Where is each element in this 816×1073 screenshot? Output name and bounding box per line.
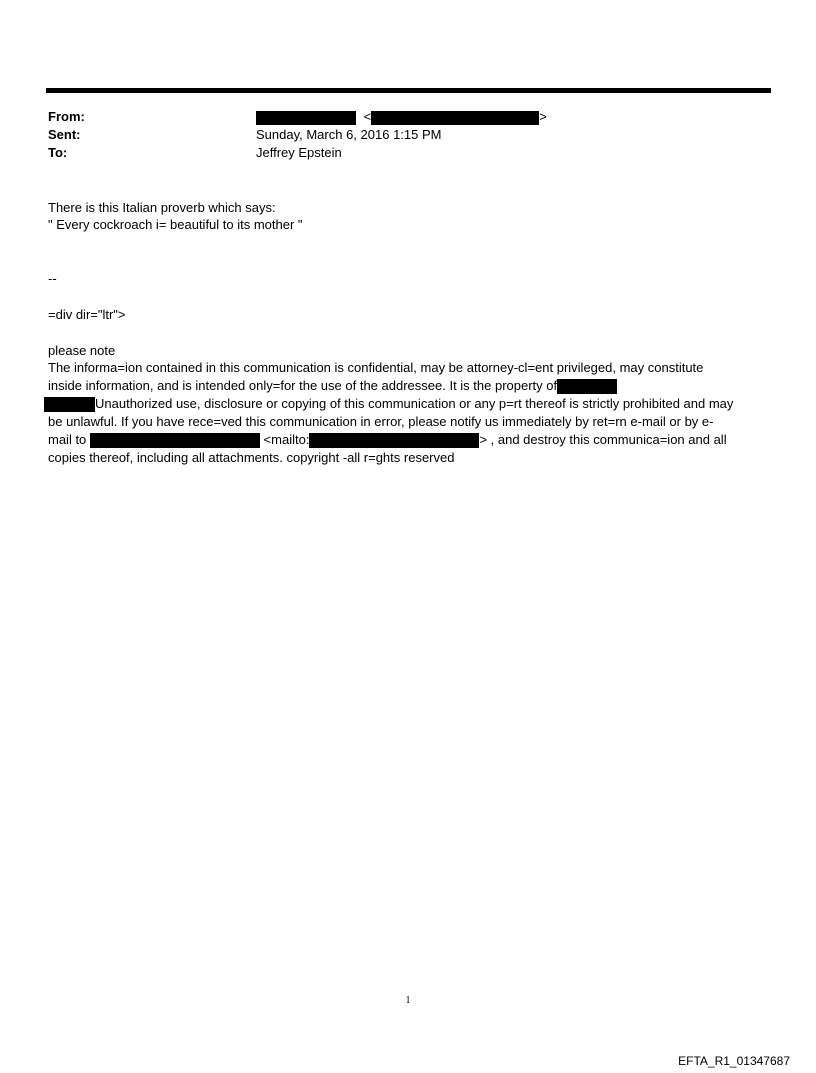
mailto-text: <mailto: — [263, 432, 310, 447]
document-id: EFTA_R1_01347687 — [678, 1054, 790, 1068]
disclaimer-line: copies thereof, including all attachments. copyright -all r=ghts reserved — [48, 450, 455, 465]
disclaimer-text: mail to — [48, 432, 87, 447]
redaction-block — [256, 111, 356, 125]
to-label: To: — [48, 145, 68, 160]
redaction-block — [309, 433, 479, 448]
sent-value: Sunday, March 6, 2016 1:15 PM — [256, 127, 442, 142]
from-lt: < — [363, 109, 372, 124]
disclaimer-text: inside information, and is intended only=for the use of the addressee. It is the property of — [48, 378, 558, 393]
redaction-block — [371, 111, 539, 125]
from-value — [256, 109, 547, 125]
div-markup-line: =div dir="ltr"> — [48, 307, 126, 322]
from-label: From: — [48, 109, 85, 124]
disclaimer-line: be unlawful. If you have rece=ved this communication in error, please notify us immediately by ret=rn e-mail or by e- — [48, 414, 714, 429]
header-rule — [46, 88, 771, 93]
redaction-block — [44, 397, 95, 412]
signature-dashes: -- — [48, 271, 57, 286]
disclaimer-line: The informa=ion contained in this communication is confidential, may be attorney-cl=ent privileged, may constitute — [48, 360, 704, 375]
disclaimer-line — [48, 431, 727, 448]
please-note: please note — [48, 343, 116, 358]
disclaimer-line — [48, 377, 617, 394]
disclaimer-text: Unauthorized use, disclosure or copying of this communication or any p=rt thereof is strictly prohibited and may — [95, 396, 734, 411]
disclaimer-text: > , and destroy this communica=ion and all — [479, 432, 727, 447]
body-line: There is this Italian proverb which says: — [48, 200, 276, 215]
body-line: " Every cockroach i= beautiful to its mother " — [48, 217, 303, 232]
redaction-block — [557, 379, 617, 394]
page-number: 1 — [405, 995, 411, 1006]
from-gt: > — [539, 109, 547, 124]
sent-label: Sent: — [48, 127, 81, 142]
disclaimer-line — [44, 395, 733, 412]
to-value: Jeffrey Epstein — [256, 145, 342, 160]
redaction-block — [90, 433, 260, 448]
